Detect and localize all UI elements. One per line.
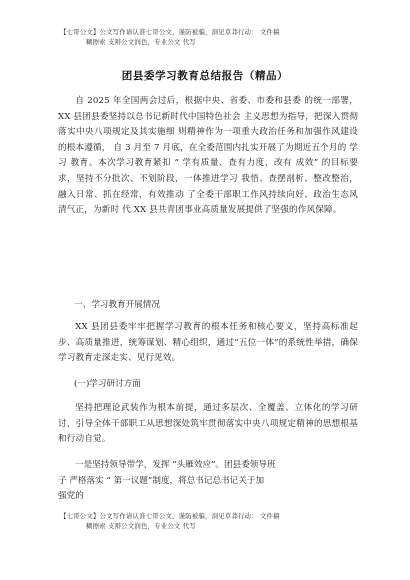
paragraph-leadership-line-3: 强党的 xyxy=(58,491,84,502)
paragraph-intro-text: 自 2025 年全国两会过后，根据中央、省委、市委和县委 的统一部署，XX 县团县委坚持以总书记新时代中国特色社会 主义思想为指导，把深入贯彻落实中央八项规定及其实施细 则精神作为一项重大政治任务和加强作风建设的根本遵循， 自 3 月至 7 月底，在全委范围内扎实开展了为期近五个月的 学习 教育。本次学习教育紧扣 “ 学有质量、查有力度，改有 成效” 的目标要求，坚持不分批次、不划阶段，一体推进学习 我悟、查摆剖析、整改整治，融入日常、抓在经常，有效推动 了全委干部职工作风持续向好、政治生态风清气正，为新时 代 XX 县共青团事业高质量发展提供了坚强的作风保障。 xyxy=(58,96,358,216)
header-note-line-2: 糊擦索 支辩公文润色，专业公文 代写 xyxy=(86,38,196,46)
paragraph-study-text: 坚持把理论武装作为根本前提，通过多层次、全覆盖、立体化的学习研讨，引导全体干部职工从思想深处筑牢贯彻落实中央八项规定精神的思想根基和行动自觉。 xyxy=(58,403,358,445)
footer-watermark-note xyxy=(60,511,360,531)
paragraph-study xyxy=(58,401,358,448)
footer-note-line-2: 糊擦索 支辩公文润色，专业公文 代写 xyxy=(86,522,196,530)
header-watermark-note xyxy=(60,27,360,47)
paragraph-intro xyxy=(58,94,358,219)
paragraph-overview xyxy=(58,320,358,367)
paragraph-overview-text: XX 县团县委牢牢把握学习教育的根本任务和核心要义，坚持高标准起步、高质量推进，统筹谋划、精心组织，通过“五位一体”的系统性举措，确保学习教育走深走实、见行见效。 xyxy=(58,322,358,364)
header-note-line-1: 【七哥公文】公文写作请认准七哥公文，谨防被骗，洞见草莽行动： 文件稿 xyxy=(60,28,280,36)
subsection-heading-study: (一)学习研讨方面 xyxy=(74,379,141,389)
section-heading-1: 一、学习教育开展情况 xyxy=(74,300,160,310)
paragraph-leadership-line-1: 一是坚持领导带学，发挥 “头雁效应”。团县委领导班 xyxy=(75,460,276,470)
footer-note-line-1: 【七哥公文】公文写作请认准七哥公文，谨防被骗，洞见草莽行动： 文件稿 xyxy=(60,512,280,520)
document-title: 团县委学习教育总结报告（精品） xyxy=(121,70,289,82)
paragraph-leadership-line-2: 子 严格落实 “ 第一议题”制度，将总书记总书记关于加 xyxy=(58,475,265,486)
paragraph-leadership xyxy=(58,458,358,505)
